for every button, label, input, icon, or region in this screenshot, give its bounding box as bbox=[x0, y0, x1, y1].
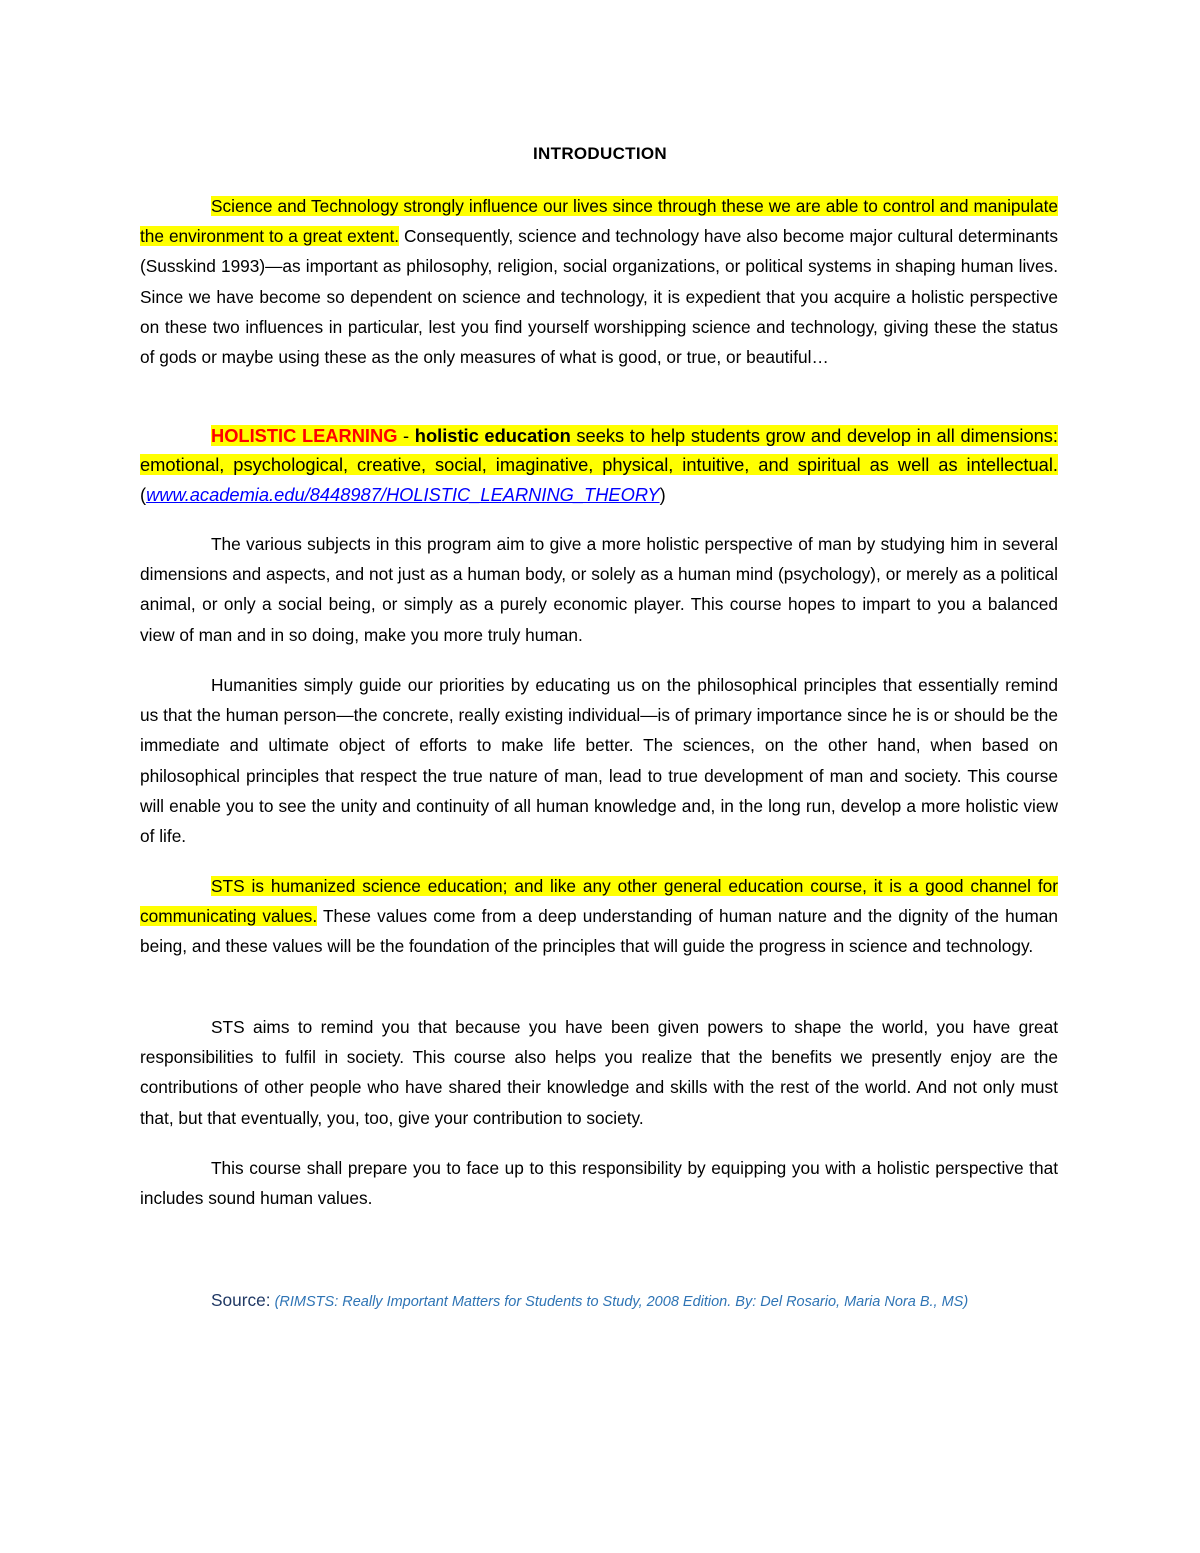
paren-close: ) bbox=[659, 483, 666, 505]
paragraph-text: Consequently, science and technology have also become major cultural determinants (Susskind 1993)—as important as philosophy, religion, social organizations, or political systems in shaping human lives. Since we have become so dependent on science and technology, it is expedient that you acquire a holistic perspective on these two influences in particular, lest you find yourself worshipping science and technology, giving these the status of gods or maybe using these as the only measures of what is good, or true, or beautiful… bbox=[140, 226, 1058, 368]
highlighted-text: STS is humanized science education; and like any other general education course, it is a good channel for communicating values. bbox=[140, 876, 1058, 927]
highlighted-block bbox=[140, 425, 1058, 475]
paragraph-science-technology bbox=[140, 191, 1058, 372]
source-text: (RIMSTS: Really Important Matters for Students to Study, 2008 Edition. By: Del Rosario, Maria Nora B., MS) bbox=[270, 1294, 969, 1310]
paragraph-humanities: Humanities simply guide our priorities by educating us on the philosophical principles that essentially remind us that the human person—the concrete, really existing individual—is of primary importance since he is or should be the immediate and ultimate object of efforts to make life better. The sciences, on the other hand, when based on philosophical principles that respect the true nature of man, lead to true development of man and society. This course will enable you to see the unity and continuity of all human knowledge and, in the long run, develop a more holistic view of life. bbox=[140, 675, 1058, 847]
definition-text: seeks to help students grow and develop in all dimensions: emotional, psychological, creative, social, imaginative, physical, intuitive, and spiritual as well as intellectual. bbox=[140, 425, 1058, 476]
paragraph-subjects: The various subjects in this program aim to give a more holistic perspective of man by studying him in several dimensions and aspects, and not just as a human body, or solely as a human mind (psychology), or merely as a political animal, or only a social being, or simply as a purely economic player. This course hopes to impart to you a balanced view of man and in so doing, make you more truly human. bbox=[140, 534, 1058, 645]
page-title: INTRODUCTION bbox=[533, 144, 667, 163]
source-citation bbox=[211, 1287, 1111, 1315]
holistic-education-term: holistic education bbox=[414, 425, 571, 446]
source-label: Source: bbox=[211, 1290, 271, 1310]
paragraph-holistic-learning bbox=[140, 421, 1058, 509]
paragraph-sts-values bbox=[140, 871, 1058, 962]
paragraph-course-prepare: This course shall prepare you to face up to this responsibility by equipping you with a holistic perspective that includes sound human values. bbox=[140, 1158, 1058, 1209]
holistic-learning-term: HOLISTIC LEARNING bbox=[211, 425, 398, 446]
term-dash: - bbox=[397, 425, 415, 446]
paren-open: ( bbox=[140, 483, 147, 505]
paragraph-sts-aims: STS aims to remind you that because you have been given powers to shape the world, you have great responsibilities to fulfil in society. This course also helps you realize that the benefits we presently enjoy are the contributions of other people who have shared their knowledge and skills with the rest of the world. And not only must that, but that eventually, you, too, give your contribution to society. bbox=[140, 1017, 1058, 1128]
academia-link[interactable]: www.academia.edu/8448987/HOLISTIC_LEARNING_THEORY bbox=[146, 483, 660, 505]
paragraph-text: These values come from a deep understanding of human nature and the dignity of the human being, and these values will be the foundation of the principles that will guide the progress in science and technology. bbox=[140, 906, 1058, 957]
highlighted-text: Science and Technology strongly influence our lives since through these we are able to control and manipulate the environment to a great extent. bbox=[140, 196, 1058, 247]
